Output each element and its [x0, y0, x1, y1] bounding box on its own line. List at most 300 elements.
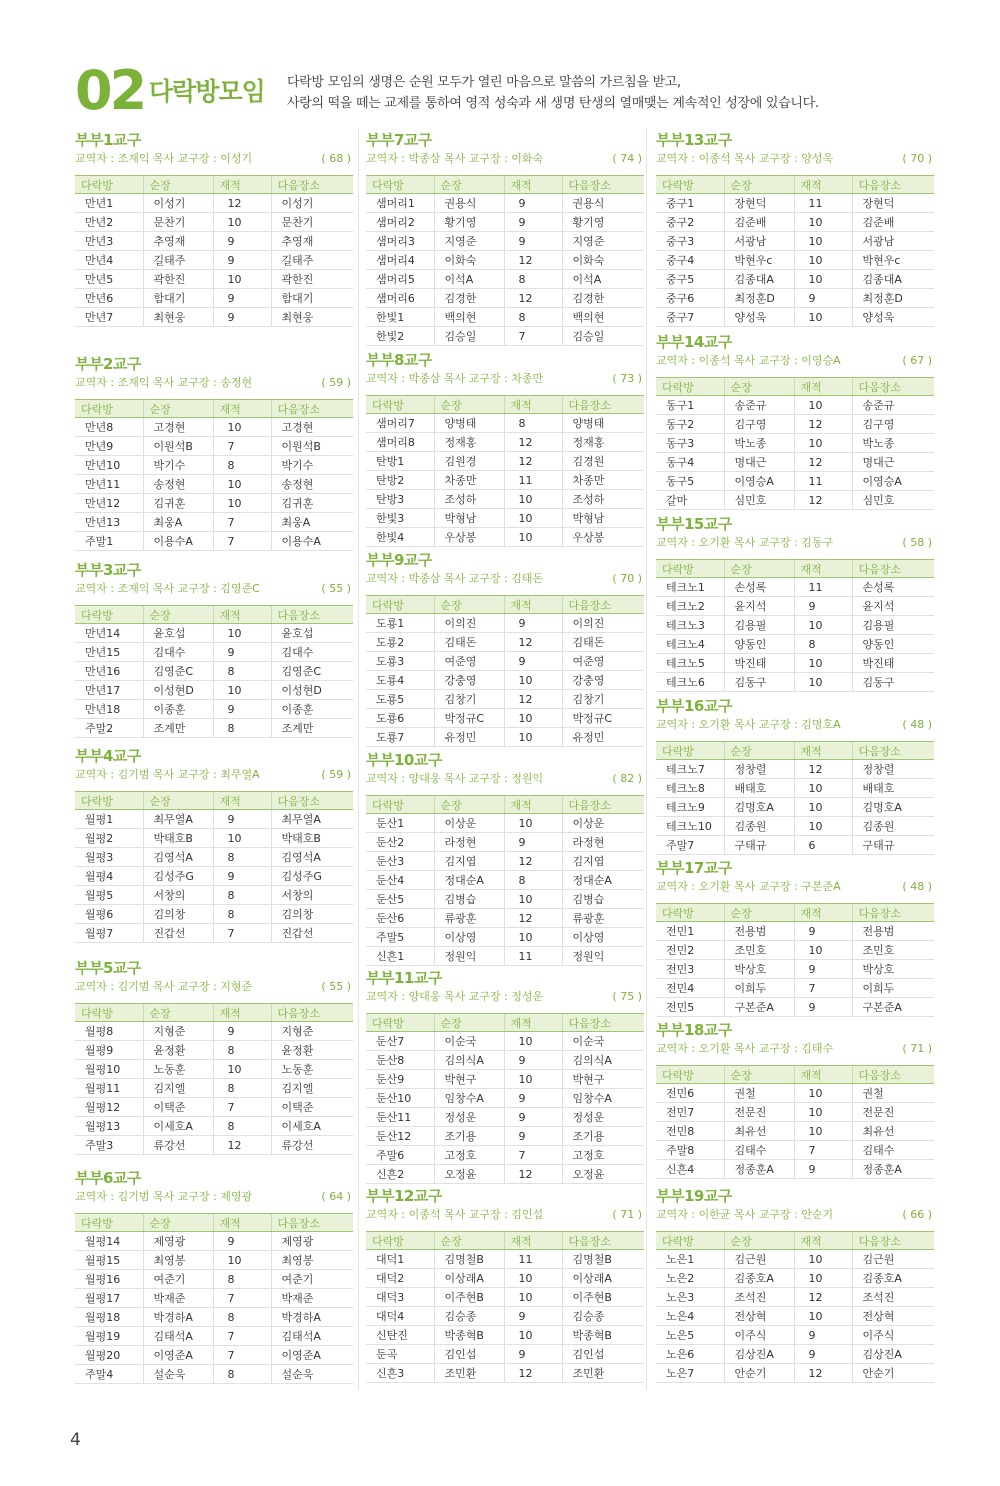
table-row — [75, 1308, 353, 1327]
district-count: ( 48 ) — [902, 880, 932, 893]
cell-enrolled: 8 — [213, 1365, 271, 1384]
cell-enrolled: 8 — [504, 871, 562, 890]
header-leader: 순장 — [724, 176, 794, 194]
cell-next-place: 김동구 — [852, 673, 934, 692]
cell-leader: 전문진 — [724, 1103, 794, 1122]
cell-enrolled: 7 — [504, 327, 562, 346]
cell-next-place: 정재홍 — [562, 433, 644, 452]
table-row — [656, 1160, 934, 1179]
cell-enrolled: 9 — [504, 614, 562, 633]
cell-enrolled: 10 — [504, 490, 562, 509]
cell-house: 월평4 — [75, 867, 143, 886]
table-row — [366, 852, 644, 871]
cell-leader: 이의진 — [434, 614, 504, 633]
cell-enrolled: 7 — [213, 1346, 271, 1365]
table-row — [656, 960, 934, 979]
cell-next-place: 박현구 — [562, 1070, 644, 1089]
cell-enrolled: 8 — [213, 886, 271, 905]
cell-enrolled: 6 — [794, 836, 852, 855]
cell-leader: 김의식A — [434, 1051, 504, 1070]
table-row — [366, 490, 644, 509]
table-row — [656, 1122, 934, 1141]
cell-leader: 윤정환 — [143, 1041, 213, 1060]
cell-leader: 정재홍 — [434, 433, 504, 452]
table-row — [656, 472, 934, 491]
cell-enrolled: 8 — [213, 1117, 271, 1136]
cell-enrolled: 8 — [213, 1270, 271, 1289]
table-row — [75, 1079, 353, 1098]
cell-leader: 김원경 — [434, 452, 504, 471]
cell-leader: 박현우c — [724, 251, 794, 270]
member-table — [366, 795, 644, 966]
table-row — [366, 1269, 644, 1288]
cell-enrolled: 9 — [213, 643, 271, 662]
cell-next-place: 최무열A — [271, 810, 353, 829]
table-row — [656, 453, 934, 472]
cell-leader: 명대근 — [724, 453, 794, 472]
cell-leader: 김귀훈 — [143, 494, 213, 513]
table-row — [75, 437, 353, 456]
cell-leader: 권용식 — [434, 194, 504, 213]
cell-house: 만년5 — [75, 270, 143, 289]
cell-enrolled: 10 — [504, 890, 562, 909]
cell-house: 주말4 — [75, 1365, 143, 1384]
cell-enrolled: 12 — [504, 690, 562, 709]
cell-house: 테크노7 — [656, 760, 724, 779]
cell-next-place: 함대기 — [271, 289, 353, 308]
cell-enrolled: 7 — [213, 1327, 271, 1346]
district-name: 부부8교구 — [366, 351, 432, 369]
cell-leader: 함대기 — [143, 289, 213, 308]
cell-leader: 김상진A — [724, 1345, 794, 1364]
cell-next-place: 이주식 — [852, 1326, 934, 1345]
cell-leader: 김명호A — [724, 798, 794, 817]
cell-enrolled: 10 — [794, 817, 852, 836]
cell-enrolled: 10 — [213, 829, 271, 848]
cell-house: 탄방1 — [366, 452, 434, 471]
table-header-row — [366, 1232, 644, 1250]
cell-next-place: 고정호 — [562, 1146, 644, 1165]
header-next-place: 다음장소 — [271, 792, 353, 810]
cell-leader: 서창의 — [143, 886, 213, 905]
district-name: 부부9교구 — [366, 551, 432, 569]
cell-house: 동구1 — [656, 396, 724, 415]
cell-leader: 류강선 — [143, 1136, 213, 1155]
cell-house: 둔산7 — [366, 1032, 434, 1051]
district-name: 부부16교구 — [656, 697, 732, 715]
district-name: 부부6교구 — [75, 1169, 141, 1187]
table-row — [75, 1022, 353, 1041]
cell-enrolled: 10 — [794, 1084, 852, 1103]
cell-leader: 양병태 — [434, 414, 504, 433]
table-row — [75, 289, 353, 308]
table-row — [656, 998, 934, 1017]
district-staff: 교역자 : 김기범 목사 교구장 : 최무열A — [75, 768, 260, 781]
cell-leader: 김승일 — [434, 327, 504, 346]
cell-next-place: 배태호 — [852, 779, 934, 798]
table-header-row — [75, 606, 353, 624]
member-table — [75, 175, 353, 327]
cell-leader: 권철 — [724, 1084, 794, 1103]
cell-leader: 최현웅 — [143, 308, 213, 327]
cell-enrolled: 10 — [794, 798, 852, 817]
cell-enrolled: 9 — [504, 1108, 562, 1127]
cell-house: 샘머리3 — [366, 232, 434, 251]
cell-next-place: 양동인 — [852, 635, 934, 654]
district-block — [75, 130, 353, 327]
district-info — [656, 353, 934, 369]
header-leader: 순장 — [143, 792, 213, 810]
cell-leader: 김태석A — [143, 1327, 213, 1346]
district-info — [366, 571, 644, 587]
cell-next-place: 김병습 — [562, 890, 644, 909]
header-house: 다락방 — [656, 742, 724, 760]
table-row — [366, 709, 644, 728]
table-row — [366, 1250, 644, 1269]
cell-next-place: 여준영 — [562, 652, 644, 671]
table-row — [366, 327, 644, 346]
header-leader: 순장 — [434, 1232, 504, 1250]
table-row — [366, 1146, 644, 1165]
cell-house: 갈마 — [656, 491, 724, 510]
cell-house: 테크노8 — [656, 779, 724, 798]
cell-enrolled: 8 — [213, 1041, 271, 1060]
cell-next-place: 양병태 — [562, 414, 644, 433]
district-block — [366, 1186, 644, 1383]
table-row — [656, 194, 934, 213]
cell-enrolled: 10 — [794, 308, 852, 327]
description-line-1: 다락방 모임의 생명은 순원 모두가 열린 마음으로 말씀의 가르침을 받고, — [287, 75, 681, 90]
cell-house: 만년12 — [75, 494, 143, 513]
district-name: 부부1교구 — [75, 131, 141, 149]
cell-enrolled: 11 — [504, 471, 562, 490]
cell-leader: 정대순A — [434, 871, 504, 890]
table-row — [75, 308, 353, 327]
cell-house: 중구5 — [656, 270, 724, 289]
cell-next-place: 이용수A — [271, 532, 353, 551]
table-row — [75, 681, 353, 700]
district-count: ( 71 ) — [612, 1208, 642, 1221]
district-info — [366, 989, 644, 1005]
page-number: 4 — [70, 1430, 81, 1450]
cell-leader: 배태호 — [724, 779, 794, 798]
table-row — [366, 1345, 644, 1364]
table-row — [75, 494, 353, 513]
cell-enrolled: 10 — [504, 1032, 562, 1051]
cell-leader: 지영준 — [434, 232, 504, 251]
district-staff: 교역자 : 오기환 목사 교구장 : 김명호A — [656, 718, 841, 731]
cell-house: 월평6 — [75, 905, 143, 924]
cell-leader: 김성주G — [143, 867, 213, 886]
cell-next-place: 정성운 — [562, 1108, 644, 1127]
cell-leader: 이택준 — [143, 1098, 213, 1117]
cell-enrolled: 8 — [794, 635, 852, 654]
cell-next-place: 조기용 — [562, 1127, 644, 1146]
table-row — [75, 1060, 353, 1079]
cell-next-place: 라정현 — [562, 833, 644, 852]
cell-house: 도룡1 — [366, 614, 434, 633]
member-table — [366, 1013, 644, 1184]
header-enrolled: 재적 — [794, 742, 852, 760]
header-leader: 순장 — [143, 176, 213, 194]
header-enrolled: 재적 — [794, 176, 852, 194]
cell-leader: 김지엽 — [434, 852, 504, 871]
member-table — [656, 1231, 934, 1383]
header-leader: 순장 — [434, 596, 504, 614]
cell-leader: 김종호A — [724, 1269, 794, 1288]
cell-house: 둔산10 — [366, 1089, 434, 1108]
header-next-place: 다음장소 — [852, 560, 934, 578]
cell-enrolled: 10 — [213, 418, 271, 437]
table-row — [366, 947, 644, 966]
header-house: 다락방 — [75, 400, 143, 418]
header-enrolled: 재적 — [794, 904, 852, 922]
cell-enrolled: 10 — [504, 728, 562, 747]
table-row — [366, 1089, 644, 1108]
cell-house: 동구5 — [656, 472, 724, 491]
district-name: 부부4교구 — [75, 747, 141, 765]
cell-house: 전민3 — [656, 960, 724, 979]
table-header-row — [366, 596, 644, 614]
cell-leader: 김승종 — [434, 1307, 504, 1326]
cell-house: 동구2 — [656, 415, 724, 434]
district-staff: 교역자 : 오기환 목사 교구장 : 김태수 — [656, 1042, 834, 1055]
cell-next-place: 김태수 — [852, 1141, 934, 1160]
cell-next-place: 류광훈 — [562, 909, 644, 928]
cell-house: 도룡2 — [366, 633, 434, 652]
cell-leader: 박형남 — [434, 509, 504, 528]
cell-next-place: 최영봉 — [271, 1251, 353, 1270]
district-staff: 교역자 : 양대웅 목사 교구장 : 정원익 — [366, 772, 544, 785]
district-block — [656, 514, 934, 692]
table-row — [656, 251, 934, 270]
cell-house: 대덕1 — [366, 1250, 434, 1269]
table-header-row — [75, 792, 353, 810]
header-house: 다락방 — [656, 904, 724, 922]
cell-next-place: 정원익 — [562, 947, 644, 966]
header-house: 다락방 — [75, 1004, 143, 1022]
district-staff: 교역자 : 조재익 목사 교구장 : 김영준C — [75, 582, 260, 595]
cell-next-place: 노동훈 — [271, 1060, 353, 1079]
header-next-place: 다음장소 — [271, 1004, 353, 1022]
cell-next-place: 문찬기 — [271, 213, 353, 232]
cell-enrolled: 7 — [794, 1141, 852, 1160]
district-block — [75, 1168, 353, 1384]
cell-house: 주말6 — [366, 1146, 434, 1165]
cell-next-place: 송정현 — [271, 475, 353, 494]
table-row — [656, 289, 934, 308]
cell-enrolled: 10 — [794, 654, 852, 673]
cell-house: 월평3 — [75, 848, 143, 867]
cell-house: 만년4 — [75, 251, 143, 270]
table-header-row — [656, 176, 934, 194]
cell-leader: 백의현 — [434, 308, 504, 327]
cell-house: 샘머리7 — [366, 414, 434, 433]
cell-leader: 조기용 — [434, 1127, 504, 1146]
cell-next-place: 구태규 — [852, 836, 934, 855]
district-name: 부부3교구 — [75, 561, 141, 579]
table-row — [656, 1250, 934, 1269]
district-staff: 교역자 : 양대웅 목사 교구장 : 정성운 — [366, 990, 544, 1003]
cell-next-place: 이상영 — [562, 928, 644, 947]
table-row — [366, 614, 644, 633]
header-next-place: 다음장소 — [852, 1066, 934, 1084]
cell-house: 월평5 — [75, 886, 143, 905]
cell-next-place: 전문진 — [852, 1103, 934, 1122]
cell-next-place: 조계만 — [271, 719, 353, 738]
cell-enrolled: 10 — [794, 396, 852, 415]
cell-next-place: 권철 — [852, 1084, 934, 1103]
cell-next-place: 조민호 — [852, 941, 934, 960]
table-row — [656, 597, 934, 616]
cell-enrolled: 12 — [504, 633, 562, 652]
table-row — [75, 1327, 353, 1346]
cell-house: 둔산9 — [366, 1070, 434, 1089]
cell-next-place: 최웅A — [271, 513, 353, 532]
district-block — [656, 696, 934, 855]
cell-leader: 구본준A — [724, 998, 794, 1017]
cell-house: 샘머리1 — [366, 194, 434, 213]
table-row — [75, 1117, 353, 1136]
table-row — [366, 509, 644, 528]
cell-house: 전민8 — [656, 1122, 724, 1141]
header-leader: 순장 — [143, 400, 213, 418]
member-table — [75, 791, 353, 943]
header-leader: 순장 — [434, 396, 504, 414]
cell-enrolled: 10 — [794, 251, 852, 270]
cell-next-place: 김승일 — [562, 327, 644, 346]
member-table — [656, 377, 934, 510]
cell-house: 노은4 — [656, 1307, 724, 1326]
header-next-place: 다음장소 — [852, 1232, 934, 1250]
cell-leader: 김종대A — [724, 270, 794, 289]
member-table — [75, 399, 353, 551]
cell-house: 중구2 — [656, 213, 724, 232]
table-row — [75, 643, 353, 662]
table-row — [366, 528, 644, 547]
cell-enrolled: 8 — [213, 1308, 271, 1327]
cell-leader: 박노종 — [724, 434, 794, 453]
cell-house: 테크노1 — [656, 578, 724, 597]
header-leader: 순장 — [434, 176, 504, 194]
cell-enrolled: 9 — [213, 289, 271, 308]
district-block — [75, 354, 353, 551]
cell-leader: 이종훈 — [143, 700, 213, 719]
table-header-row — [75, 176, 353, 194]
cell-next-place: 곽한진 — [271, 270, 353, 289]
cell-house: 월평8 — [75, 1022, 143, 1041]
cell-house: 월평18 — [75, 1308, 143, 1327]
cell-leader: 임창수A — [434, 1089, 504, 1108]
header-house: 다락방 — [366, 596, 434, 614]
cell-house: 테크노6 — [656, 673, 724, 692]
cell-house: 중구3 — [656, 232, 724, 251]
table-row — [75, 1270, 353, 1289]
cell-next-place: 최정훈D — [852, 289, 934, 308]
cell-house: 월평12 — [75, 1098, 143, 1117]
cell-next-place: 조석진 — [852, 1288, 934, 1307]
cell-next-place: 이종훈 — [271, 700, 353, 719]
cell-leader: 이상운 — [434, 814, 504, 833]
cell-enrolled: 9 — [504, 232, 562, 251]
table-row — [656, 922, 934, 941]
header-house: 다락방 — [75, 176, 143, 194]
cell-house: 테크노2 — [656, 597, 724, 616]
cell-enrolled: 7 — [794, 979, 852, 998]
table-row — [75, 418, 353, 437]
cell-next-place: 양성욱 — [852, 308, 934, 327]
district-block — [656, 130, 934, 327]
cell-leader: 곽한진 — [143, 270, 213, 289]
cell-house: 동구3 — [656, 434, 724, 453]
district-staff: 교역자 : 김기범 목사 교구장 : 제영광 — [75, 1190, 253, 1203]
cell-next-place: 이성현D — [271, 681, 353, 700]
cell-house: 주말7 — [656, 836, 724, 855]
cell-house: 만년1 — [75, 194, 143, 213]
cell-enrolled: 9 — [794, 597, 852, 616]
cell-next-place: 윤호섭 — [271, 624, 353, 643]
cell-enrolled: 9 — [213, 700, 271, 719]
table-row — [656, 1269, 934, 1288]
cell-next-place: 김성주G — [271, 867, 353, 886]
district-block — [75, 958, 353, 1155]
table-row — [656, 1345, 934, 1364]
table-row — [656, 1084, 934, 1103]
table-row — [656, 1288, 934, 1307]
table-header-row — [366, 396, 644, 414]
cell-house: 만년14 — [75, 624, 143, 643]
cell-leader: 김동구 — [724, 673, 794, 692]
district-block — [366, 130, 644, 346]
member-table — [366, 1231, 644, 1383]
cell-leader: 김준배 — [724, 213, 794, 232]
table-row — [366, 289, 644, 308]
cell-leader: 김태돈 — [434, 633, 504, 652]
header-leader: 순장 — [434, 796, 504, 814]
cell-leader: 이원석B — [143, 437, 213, 456]
cell-house: 주말8 — [656, 1141, 724, 1160]
cell-leader: 송준규 — [724, 396, 794, 415]
table-row — [366, 471, 644, 490]
district-staff: 교역자 : 오기환 목사 교구장 : 김동구 — [656, 536, 834, 549]
cell-enrolled: 12 — [794, 1288, 852, 1307]
table-row — [366, 213, 644, 232]
cell-leader: 박태호B — [143, 829, 213, 848]
cell-next-place: 우상봉 — [562, 528, 644, 547]
cell-leader: 길태주 — [143, 251, 213, 270]
cell-next-place: 이영준A — [271, 1346, 353, 1365]
table-row — [75, 213, 353, 232]
cell-leader: 진갑선 — [143, 924, 213, 943]
cell-house: 만년17 — [75, 681, 143, 700]
district-name: 부부19교구 — [656, 1187, 732, 1205]
district-staff: 교역자 : 박종삼 목사 교구장 : 이화숙 — [366, 152, 544, 165]
header-enrolled: 재적 — [213, 792, 271, 810]
table-row — [75, 867, 353, 886]
cell-leader: 최웅A — [143, 513, 213, 532]
cell-house: 샘머리2 — [366, 213, 434, 232]
cell-leader: 이영승A — [724, 472, 794, 491]
cell-next-place: 김구영 — [852, 415, 934, 434]
cell-enrolled: 9 — [213, 1022, 271, 1041]
table-row — [366, 251, 644, 270]
header-enrolled: 재적 — [213, 400, 271, 418]
cell-leader: 조민환 — [434, 1364, 504, 1383]
district-info — [75, 151, 353, 167]
cell-enrolled: 12 — [504, 1364, 562, 1383]
cell-next-place: 김영준C — [271, 662, 353, 681]
cell-enrolled: 9 — [504, 1307, 562, 1326]
